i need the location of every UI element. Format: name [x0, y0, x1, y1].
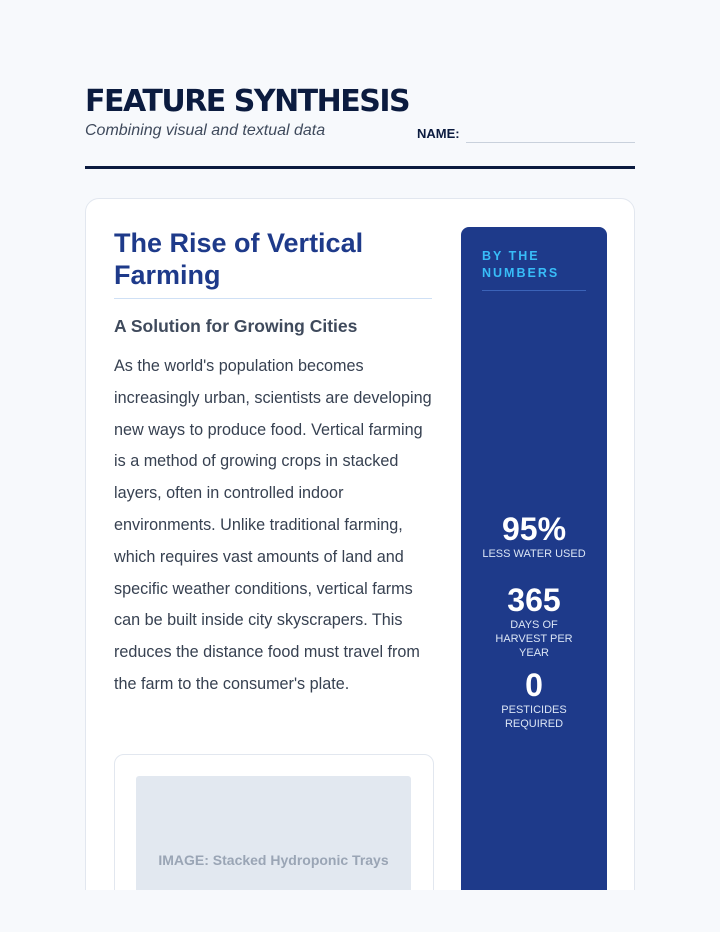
article-subhead: A Solution for Growing Cities — [114, 316, 358, 336]
stats-sidebar — [461, 227, 607, 920]
image-caption: IMAGE: Stacked Hydroponic Trays — [158, 852, 389, 868]
page-header — [85, 84, 635, 141]
feature-card — [85, 198, 635, 920]
sidebar-title: BY THE NUMBERS — [482, 249, 560, 280]
stat-value: 0 — [525, 667, 543, 703]
sidebar-divider — [482, 290, 586, 291]
page-subtitle: Combining visual and textual data — [85, 122, 326, 139]
name-field[interactable] — [466, 142, 635, 143]
name-label: NAME: — [417, 126, 460, 141]
stat-water — [461, 511, 607, 561]
stat-label: LESS WATER USED — [482, 548, 586, 560]
article-body: As the world's population becomes increasingly urban, scientists are developing new ways to produce food. Vertical farming is a method of growing crops in stacked layers, often in controlled indoor environments. Unlike traditional farming, which requires vast amounts of land and specific weather conditions, vertical farms can be built inside city skyscrapers. This reduces the distance food must travel from the farm to the consumer's plate. — [114, 357, 432, 693]
stat-harvest — [461, 582, 607, 660]
article-headline: The Rise of Vertical Farming — [114, 228, 364, 290]
article — [114, 227, 432, 701]
header-divider — [85, 166, 635, 169]
page-bottom-edge — [0, 890, 720, 932]
stat-label: PESTICIDES REQUIRED — [501, 704, 567, 730]
page-title: FEATURE SYNTHESIS — [85, 84, 410, 119]
stat-label: DAYS OF HARVEST PER YEAR — [495, 619, 573, 659]
stat-value: 95% — [501, 511, 567, 547]
stat-value: 365 — [507, 582, 561, 618]
stat-pesticides — [461, 667, 607, 731]
headline-divider — [114, 298, 432, 299]
